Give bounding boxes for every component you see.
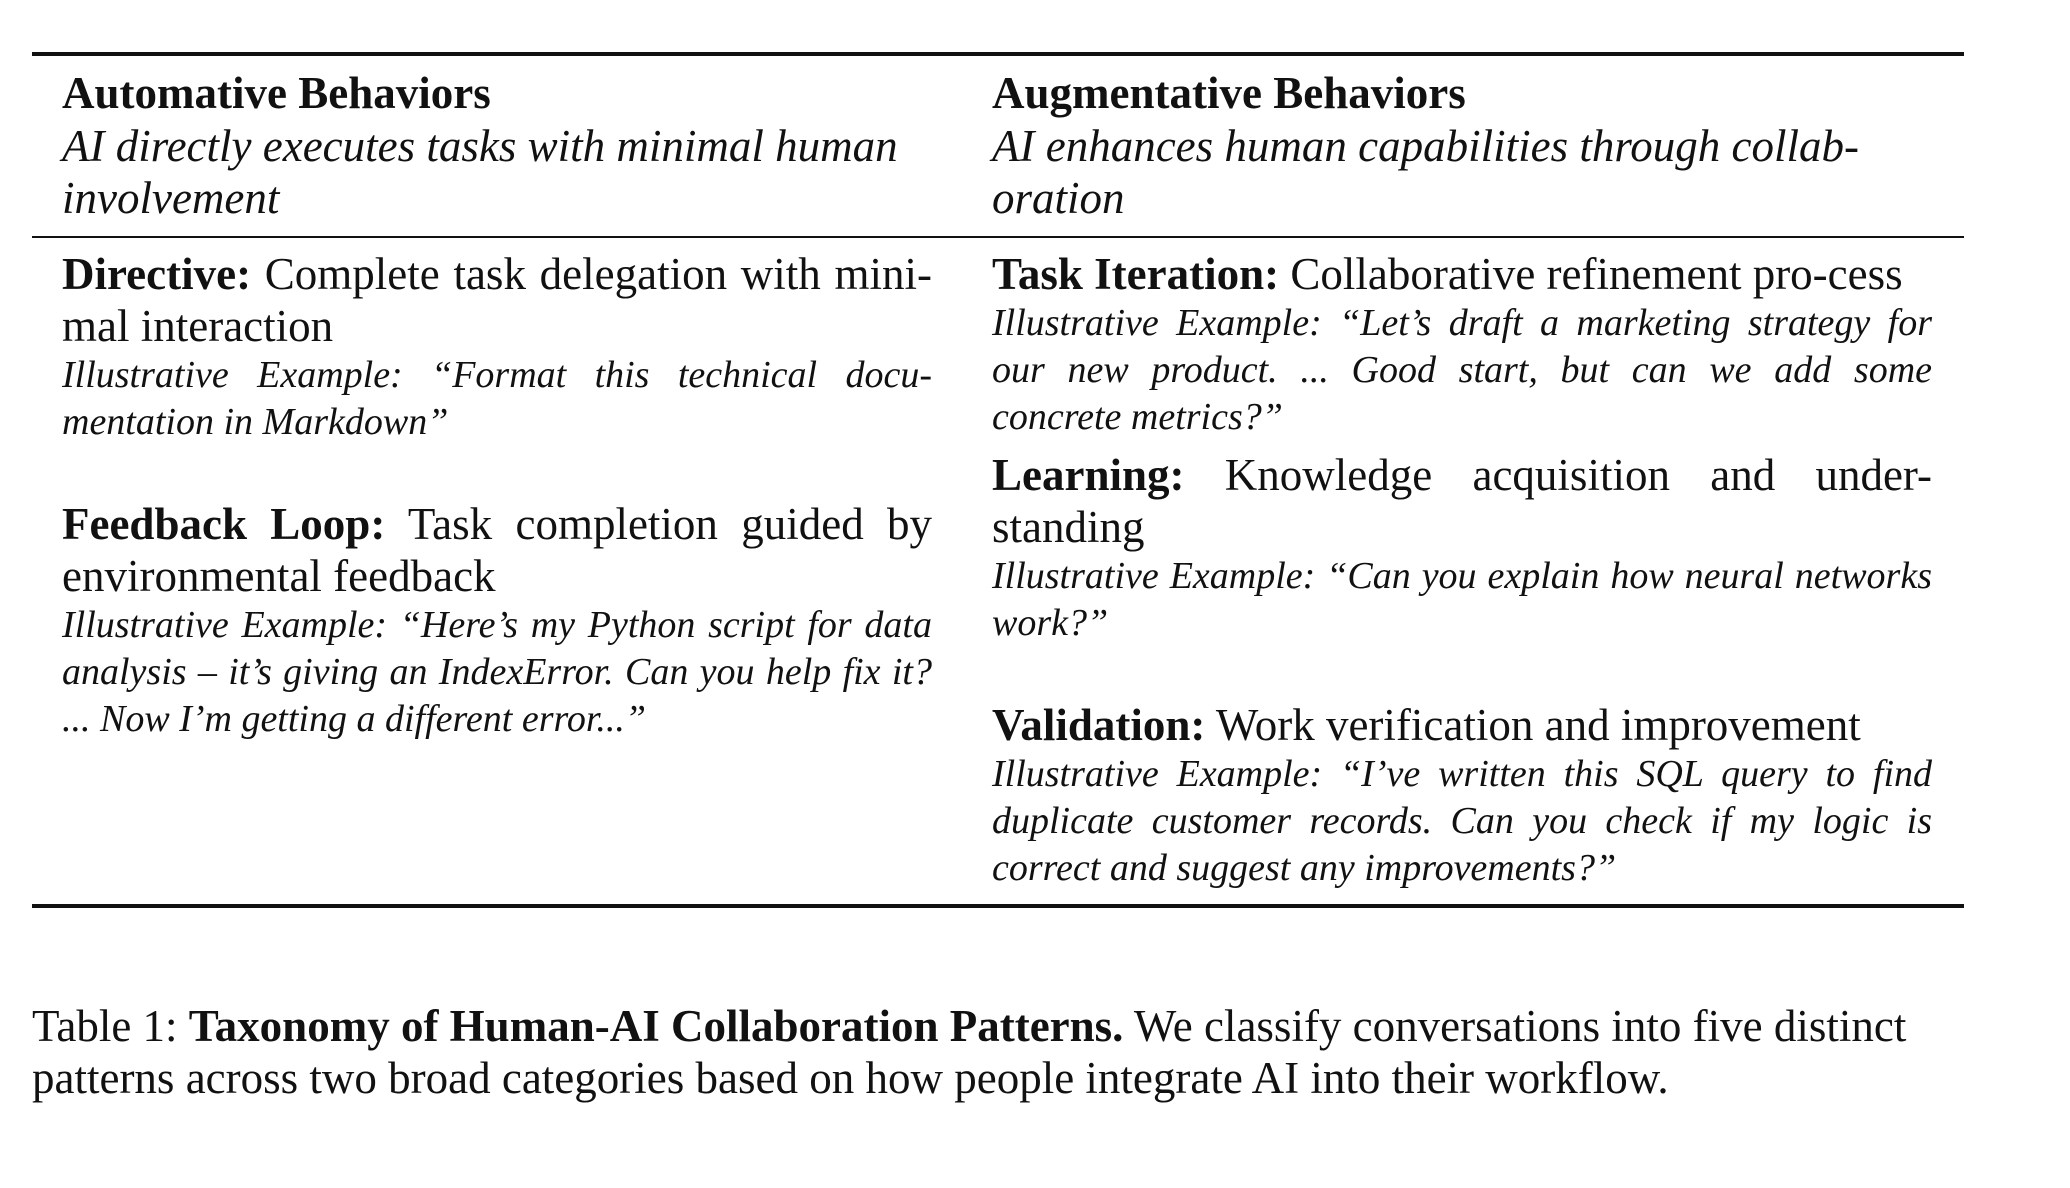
directive-example: Illustrative Example: “Format this technical docu-mentation in Markdown” — [62, 354, 932, 443]
validation-example: Illustrative Example: “I’ve written this SQL query to find duplicate customer records. Can you check if my logic is correct and suggest any improvements?” — [992, 753, 1932, 889]
learning-heading — [992, 449, 1932, 553]
task-iteration-entry — [992, 248, 1932, 441]
augmentative-column — [932, 248, 1932, 892]
table-bottom-rule — [32, 904, 1964, 908]
automative-header-title: Automative Behaviors — [62, 68, 491, 118]
feedback-loop-example: Illustrative Example: “Here’s my Python script for data analysis – it’s giving an IndexError. Can you help fix it? ... Now I’m getting a different error...” — [62, 604, 932, 740]
task-iteration-heading — [992, 248, 1932, 300]
task-iteration-example: Illustrative Example: “Let’s draft a marketing strategy for our new product. ... Good start, but can we add some concrete metrics?” — [992, 302, 1932, 438]
feedback-loop-heading — [62, 498, 932, 602]
directive-entry — [62, 248, 932, 446]
learning-entry — [992, 449, 1932, 647]
caption-title: Taxonomy of Human-AI Collaboration Patterns. — [188, 1001, 1124, 1051]
validation-description: Work verification and improvement — [1215, 700, 1861, 750]
table-caption — [32, 1000, 1932, 1104]
directive-name: Directive: — [62, 249, 252, 299]
task-iteration-description: Collaborative refinement pro-cess — [1290, 249, 1903, 299]
augmentative-header-title: Augmentative Behaviors — [992, 68, 1466, 118]
table-body-row — [32, 238, 1964, 904]
taxonomy-table — [32, 52, 1964, 908]
validation-entry — [992, 699, 1932, 892]
feedback-loop-name: Feedback Loop: — [62, 499, 386, 549]
validation-name: Validation: — [992, 700, 1206, 750]
automative-column — [32, 248, 932, 892]
learning-description: Knowledge acquisition and under-standing — [992, 450, 1932, 552]
directive-description: Complete task delegation with mini-mal interaction — [62, 249, 932, 351]
augmentative-header — [932, 66, 1932, 224]
feedback-loop-entry — [62, 498, 932, 743]
learning-example: Illustrative Example: “Can you explain how neural networks work?” — [992, 555, 1932, 644]
directive-heading — [62, 248, 932, 352]
feedback-loop-description: Task completion guided by environmental feedback — [62, 499, 933, 601]
automative-header-subtitle: AI directly executes tasks with minimal human involvement — [62, 121, 898, 223]
caption-text: We classify conversations into five distinct patterns across two broad categories based on how people integrate AI into their workflow. — [32, 1001, 1907, 1103]
learning-name: Learning: — [992, 450, 1185, 500]
automative-header — [32, 66, 932, 224]
task-iteration-name: Task Iteration: — [992, 249, 1280, 299]
validation-heading — [992, 699, 1932, 751]
table-header-row — [32, 56, 1964, 236]
caption-label: Table 1: — [32, 1001, 178, 1051]
augmentative-header-subtitle: AI enhances human capabilities through collab-oration — [992, 121, 1859, 223]
